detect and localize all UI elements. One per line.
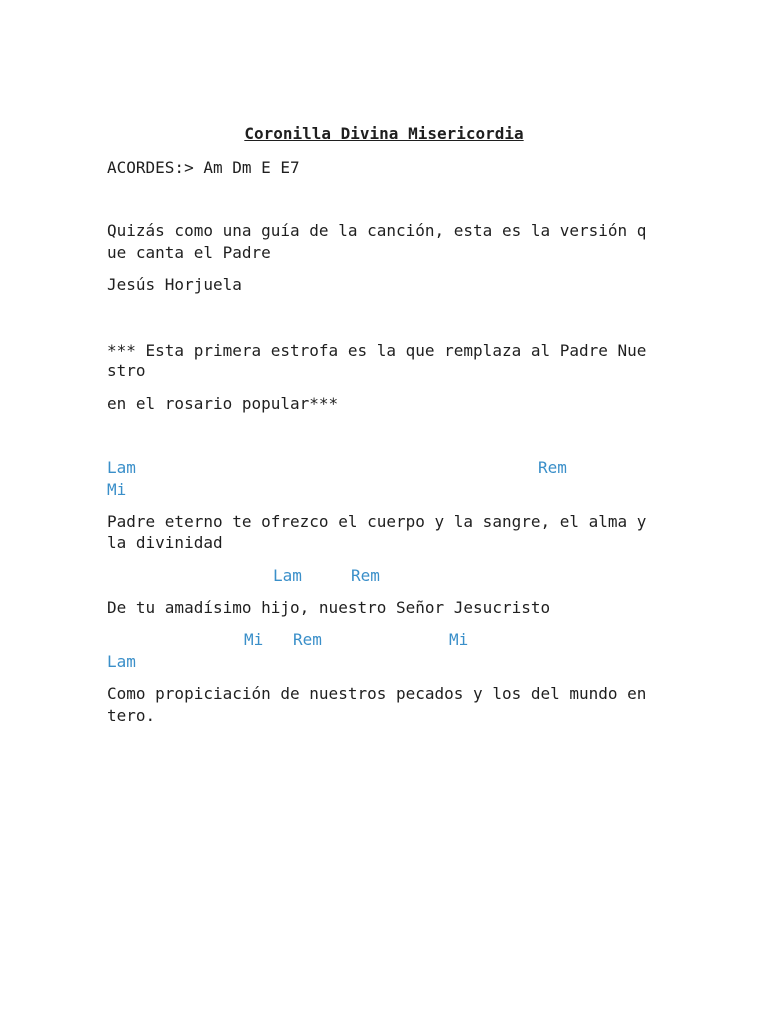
lyric-line-3b: tero.: [107, 706, 156, 725]
chords-summary: ACORDES:> Am Dm E E7: [107, 158, 300, 177]
chord-label: Mi: [244, 630, 264, 649]
note-text-line-2: stro: [107, 361, 146, 380]
chord-label: Lam: [273, 566, 302, 585]
chord-label: Rem: [351, 566, 380, 585]
chord-label: Lam: [107, 458, 136, 477]
chord-line-3-wrap: [0, 652, 768, 672]
chord-line-3: [0, 630, 768, 650]
lyric-line-2: De tu amadísimo hijo, nuestro Señor Jesucristo: [107, 598, 551, 617]
document-title: Coronilla Divina Misericordia: [244, 124, 524, 143]
chord-label: Lam: [107, 652, 136, 671]
intro-text-line-3: Jesús Horjuela: [107, 275, 242, 294]
note-text-line-1: *** Esta primera estrofa es la que remplaza al Padre Nue: [107, 341, 647, 360]
chord-label: Rem: [538, 458, 567, 477]
chord-label: Mi: [449, 630, 469, 649]
chord-label: Mi: [107, 480, 127, 499]
lyric-line-1b: la divinidad: [107, 533, 223, 552]
intro-text-line-2: ue canta el Padre: [107, 243, 271, 262]
lyric-line-3a: Como propiciación de nuestros pecados y los del mundo en: [107, 684, 647, 703]
lyric-line-1a: Padre eterno te ofrezco el cuerpo y la sangre, el alma y: [107, 512, 647, 531]
intro-text-line-1: Quizás como una guía de la canción, esta es la versión q: [107, 221, 647, 240]
chord-line-1: [0, 458, 768, 478]
note-text-line-3: en el rosario popular***: [107, 394, 339, 413]
chord-label: Rem: [293, 630, 322, 649]
chord-line-1-wrap: [0, 480, 768, 500]
chord-line-2: [0, 566, 768, 586]
